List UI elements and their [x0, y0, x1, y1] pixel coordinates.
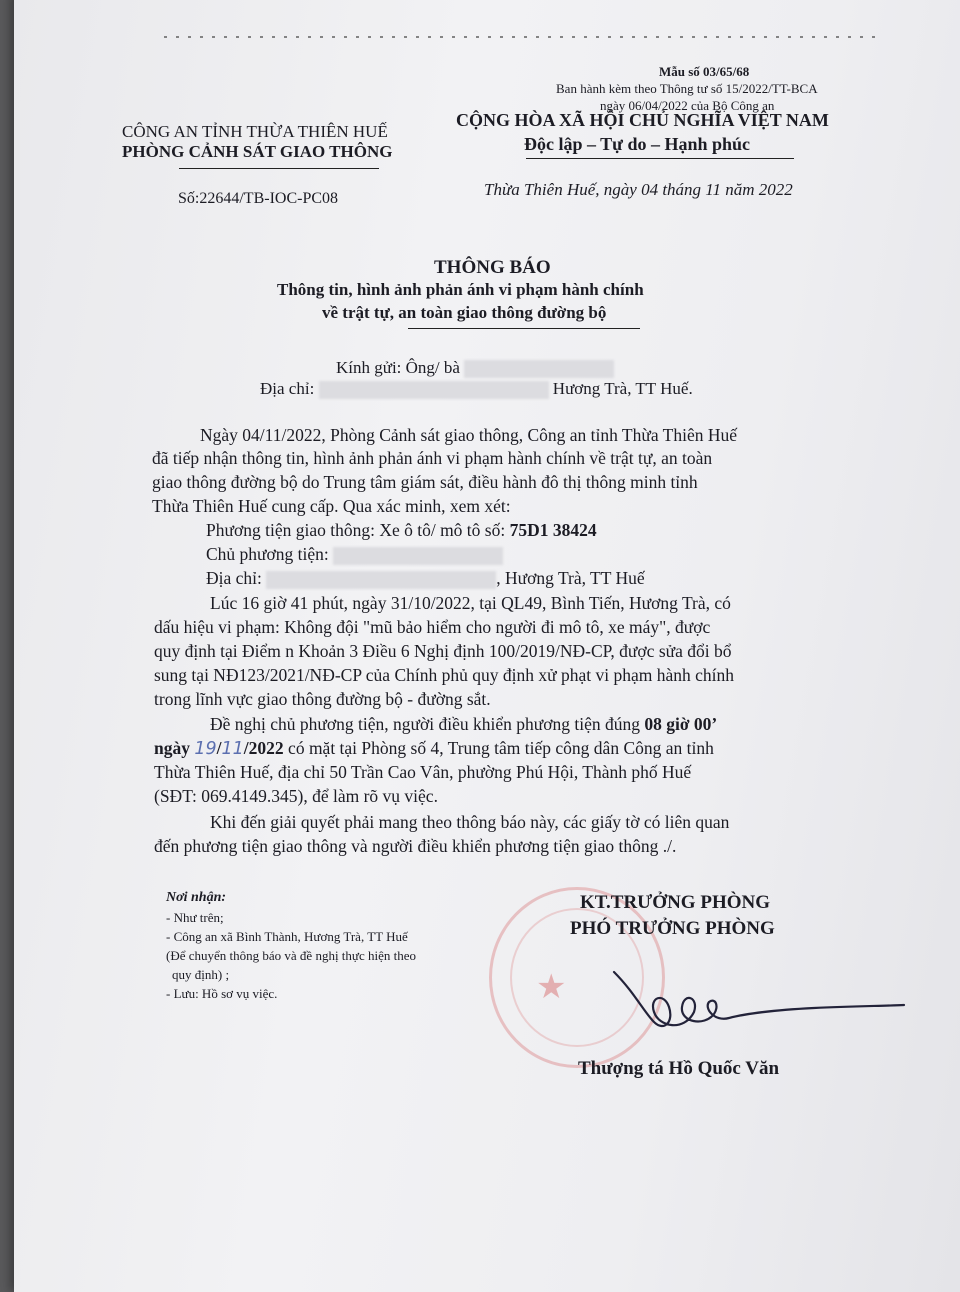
handwritten-month: 11 [221, 739, 244, 759]
form-code: Mẫu số 03/65/68 [659, 64, 750, 79]
form-issued-line1: Ban hành kèm theo Thông tư số 15/2022/TT-BCA [556, 81, 818, 96]
agency-name: CÔNG AN TỈNH THỪA THIÊN HUẾ [122, 122, 388, 141]
nation-heading: CỘNG HÒA XÃ HỘI CHỦ NGHĨA VIỆT NAM [456, 110, 829, 130]
document-page: Mẫu số 03/65/68 Ban hành kèm theo Thông tư số 15/2022/TT-BCA ngày 06/04/2022 của Bộ Công an CÔNG AN TỈNH THỪA THIÊN HUẾ PHÒNG CẢNH SÁT GIAO THÔNG Số:22644/TB-IOC-PC08 CỘNG HÒA XÃ HỘI CHỦ NGHĨA VIỆT NAM Độc lập – Tự do – Hạnh phúc Thừa Thiên Huế, ngày 04 tháng 11 năm 2022 THÔNG BÁO Thông tin, hình ảnh phản ánh vi phạm hành chính về trật tự, an toàn giao thông đường bộ Kính gửi: Ông/ bà Địa chỉ: Hương Trà, TT Huế. Ngày 04/11/2022, Phòng Cảnh sát giao thông, Công an tỉnh Thừa Thiên Huế đã tiếp nhận thông tin, hình ảnh phản ánh vi phạm hành chính về trật tự, an toàn giao thông đường bộ do Trung tâm giám sát, điều hành đô thị thông minh tỉnh Thừa Thiên Huế cung cấp. Qua xác minh, xem xét: Phương tiện giao thông: Xe ô tô/ mô tô số: 75D1 38424 Chủ phương tiện: Địa chỉ: , Hương Trà, TT Huế Lúc 16 giờ 41 phút, ngày 31/10/2022, tại QL49, Bình Tiến, Hương Trà, có dấu hiệu vi phạm: Không đội "mũ bảo hiểm cho người đi mô tô, xe máy", được quy định tại Điểm n Khoản 3 Điều 6 Nghị định 100/2019/NĐ-CP, được sửa đổi bổ sung tại NĐ123/2021/NĐ-CP của Chính phủ quy định xử phạt vi phạm hành chính trong lĩnh vực giao thông đường bộ - đường sắt. Đề nghị chủ phương tiện, người điều khiển phương tiện đúng 08 giờ 00’ ngày 19/11/2022 có mặt tại Phòng số 4, Trung tâm tiếp công dân Công an tỉnh Thừa Thiên Huế, địa chỉ 50 Trần Cao Vân, phường Phú Hội, Thành phố Huế (SĐT: 069.4149.345), để làm rõ vụ việc. Khi đến giải quyết phải mang theo thông báo này, các giấy tờ có liên quan đến phương tiện giao thông và người điều khiển phương tiện giao thông ./. Nơi nhận: - Như trên; - Công an xã Bình Thành, Hương Trà, TT Huế (Để chuyển thông báo và đề nghị thực hiện theo quy định) ; - Lưu: Hồ sơ vụ việc. ★ KT.TRƯỞNG PHÒNG PHÓ TRƯỞNG PHÒNG Thượng tá Hồ Quốc Văn [14, 0, 960, 1292]
nation-motto: Độc lập – Tự do – Hạnh phúc [524, 134, 751, 154]
recipient-salutation: Kính gửi: Ông/ bà [336, 358, 614, 378]
owner-address-line: Địa chỉ: , Hương Trà, TT Huế [206, 568, 645, 588]
redacted-owner-address [266, 571, 496, 589]
document-number: Số:22644/TB-IOC-PC08 [178, 190, 339, 207]
notice-title: THÔNG BÁO [434, 257, 551, 278]
appointment-line: Đề nghị chủ phương tiện, người điều khiển phương tiện đúng 08 giờ 00’ [210, 714, 718, 734]
signer-title-2: PHÓ TRƯỞNG PHÒNG [570, 918, 775, 939]
department-name: PHÒNG CẢNH SÁT GIAO THÔNG [122, 142, 393, 161]
signer-title-1: KT.TRƯỞNG PHÒNG [580, 892, 770, 913]
redacted-address [319, 381, 549, 399]
redacted-owner [333, 547, 503, 565]
notice-subtitle-2: về trật tự, an toàn giao thông đường bộ [322, 303, 607, 322]
redacted-name [464, 360, 614, 378]
handwritten-day: 19 [194, 739, 217, 759]
appointment-date-line: ngày 19/11/2022 có mặt tại Phòng số 4, Trung tâm tiếp công dân Công an tỉnh [154, 738, 714, 759]
vehicle-plate: 75D1 38424 [509, 520, 597, 540]
vehicle-line: Phương tiện giao thông: Xe ô tô/ mô tô số: 75D1 38424 [206, 520, 597, 540]
handwritten-signature [574, 952, 914, 1042]
perforation-dots [164, 36, 884, 38]
signer-name: Thượng tá Hồ Quốc Văn [578, 1058, 780, 1079]
owner-line: Chủ phương tiện: [206, 544, 503, 565]
form-issued-line2: ngày 06/04/2022 của Bộ Công an [600, 98, 775, 113]
place-date: Thừa Thiên Huế, ngày 04 tháng 11 năm 2022 [484, 180, 793, 199]
seal-star-icon: ★ [536, 967, 567, 1007]
notice-subtitle-1: Thông tin, hình ảnh phản ánh vi phạm hành chính [277, 280, 644, 299]
recipient-address: Địa chỉ: Hương Trà, TT Huế. [260, 379, 693, 398]
